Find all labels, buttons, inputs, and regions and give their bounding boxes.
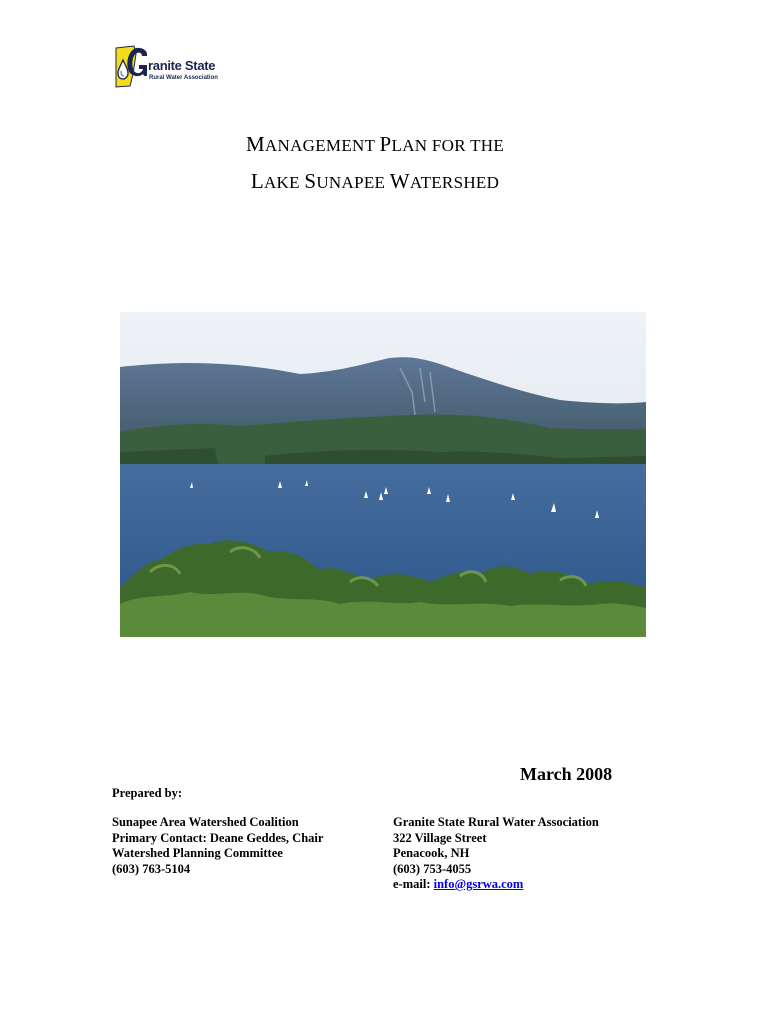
- granite-state-logo: [112, 44, 222, 90]
- email-link[interactable]: info@gsrwa.com: [433, 877, 524, 891]
- contact-line: Penacook, NH: [393, 846, 470, 860]
- email-line: [393, 877, 599, 893]
- title-line-2: LAKE SUNAPEE WATERSHED: [250, 169, 500, 193]
- contact-line: 322 Village Street: [393, 830, 487, 845]
- contact-line: (603) 753-4055: [393, 861, 472, 876]
- logo-title: ranite State: [148, 58, 216, 73]
- prepared-by-label: Prepared by:: [112, 786, 183, 800]
- contact-line: Sunapee Area Watershed Coalition: [112, 815, 299, 829]
- publication-date: March 2008: [520, 764, 613, 784]
- lake-sunapee-photo: [120, 312, 646, 637]
- association-contact-block: [393, 815, 599, 893]
- title-line-1: MANAGEMENT PLAN FOR THE: [245, 132, 505, 156]
- contact-line: Primary Contact: Deane Geddes, Chair: [112, 830, 324, 845]
- contact-line: Granite State Rural Water Association: [393, 815, 599, 829]
- email-label: e-mail:: [393, 877, 434, 891]
- coalition-contact-block: [112, 815, 323, 877]
- contact-line: (603) 763-5104: [112, 861, 191, 876]
- logo-subtitle: Rural Water Association: [149, 75, 218, 81]
- contact-line: Watershed Planning Committee: [112, 846, 283, 860]
